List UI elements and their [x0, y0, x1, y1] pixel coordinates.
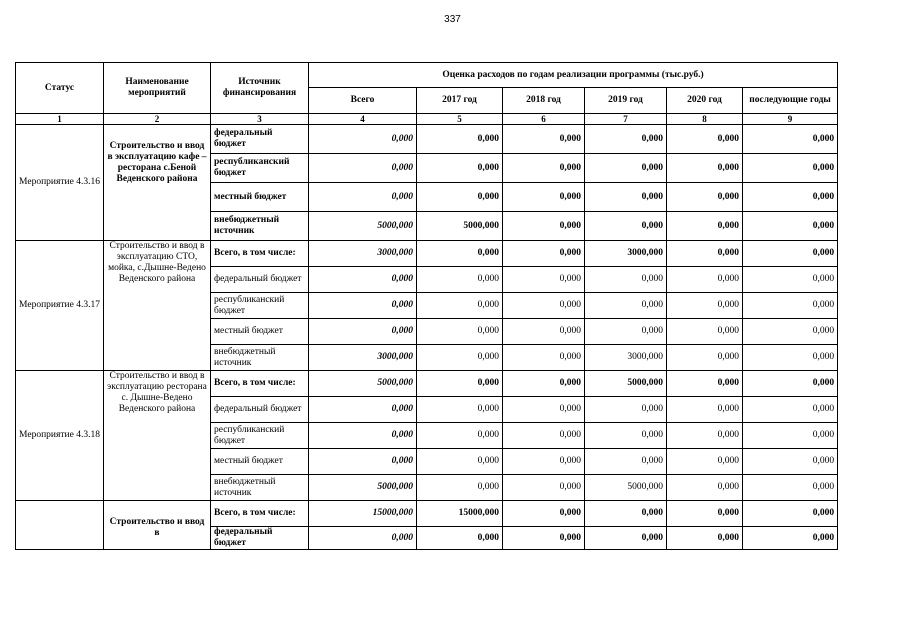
value-cell: 0,000 — [503, 125, 585, 154]
funding-source-cell: местный бюджет — [211, 183, 309, 212]
value-cell: 0,000 — [585, 212, 667, 241]
value-cell: 0,000 — [585, 397, 667, 423]
value-cell: 0,000 — [585, 125, 667, 154]
value-cell: 0,000 — [417, 293, 503, 319]
header-col-2019: 2019 год — [585, 88, 667, 114]
funding-source-cell: республиканский бюджет — [211, 293, 309, 319]
value-cell: 5000,000 — [417, 212, 503, 241]
value-cell: 0,000 — [743, 154, 838, 183]
page-number: 337 — [444, 14, 461, 25]
value-cell: 0,000 — [743, 423, 838, 449]
value-cell: 0,000 — [585, 527, 667, 550]
value-cell: 0,000 — [417, 423, 503, 449]
value-cell: 0,000 — [503, 475, 585, 501]
funding-source-cell: федеральный бюджет — [211, 397, 309, 423]
value-cell: 3000,000 — [585, 345, 667, 371]
column-index: 4 — [309, 114, 417, 125]
value-cell: 0,000 — [503, 241, 585, 267]
budget-table — [15, 62, 838, 550]
funding-source-cell: федеральный бюджет — [211, 527, 309, 550]
value-cell: 0,000 — [743, 212, 838, 241]
value-cell: 0,000 — [667, 371, 743, 397]
value-cell: 0,000 — [585, 501, 667, 527]
value-cell: 0,000 — [417, 449, 503, 475]
value-cell: 0,000 — [667, 475, 743, 501]
value-cell-total: 15000,000 — [309, 501, 417, 527]
header-source: Источник финансирования — [211, 63, 309, 114]
funding-source-cell: Всего, в том числе: — [211, 371, 309, 397]
value-cell-total: 0,000 — [309, 183, 417, 212]
value-cell: 0,000 — [667, 212, 743, 241]
value-cell: 0,000 — [417, 345, 503, 371]
value-cell: 0,000 — [743, 475, 838, 501]
column-index: 5 — [417, 114, 503, 125]
value-cell: 0,000 — [503, 319, 585, 345]
value-cell: 0,000 — [417, 475, 503, 501]
column-index: 2 — [104, 114, 211, 125]
value-cell: 0,000 — [743, 241, 838, 267]
table-row — [16, 241, 838, 267]
status-cell: Мероприятие 4.3.18 — [16, 371, 104, 501]
column-index: 8 — [667, 114, 743, 125]
value-cell: 5000,000 — [585, 475, 667, 501]
header-col-2017: 2017 год — [417, 88, 503, 114]
funding-source-cell: Всего, в том числе: — [211, 241, 309, 267]
value-cell: 0,000 — [667, 293, 743, 319]
table-row — [16, 371, 838, 397]
header-col-total: Всего — [309, 88, 417, 114]
value-cell: 0,000 — [503, 267, 585, 293]
value-cell-total: 0,000 — [309, 397, 417, 423]
value-cell-total: 3000,000 — [309, 345, 417, 371]
value-cell: 0,000 — [585, 267, 667, 293]
value-cell-total: 3000,000 — [309, 241, 417, 267]
value-cell: 0,000 — [743, 183, 838, 212]
value-cell: 0,000 — [667, 345, 743, 371]
value-cell: 0,000 — [667, 527, 743, 550]
value-cell: 0,000 — [667, 241, 743, 267]
value-cell-total: 0,000 — [309, 154, 417, 183]
value-cell: 0,000 — [503, 527, 585, 550]
value-cell: 5000,000 — [585, 371, 667, 397]
value-cell: 3000,000 — [585, 241, 667, 267]
value-cell: 0,000 — [585, 183, 667, 212]
value-cell: 0,000 — [417, 397, 503, 423]
value-cell: 0,000 — [743, 449, 838, 475]
value-cell-total: 0,000 — [309, 423, 417, 449]
value-cell: 0,000 — [585, 449, 667, 475]
value-cell: 0,000 — [503, 449, 585, 475]
value-cell: 0,000 — [667, 183, 743, 212]
activity-name-cell: Строительство и ввод в — [104, 501, 211, 550]
value-cell: 0,000 — [503, 345, 585, 371]
value-cell: 0,000 — [503, 293, 585, 319]
value-cell: 0,000 — [503, 154, 585, 183]
activity-name-cell: Строительство и ввод в эксплуатацию СТО, мойка, с.Дышне-Ведено Веденского района — [104, 241, 211, 371]
funding-source-cell: внебюджетный источник — [211, 212, 309, 241]
funding-source-cell: федеральный бюджет — [211, 125, 309, 154]
header-status: Статус — [16, 63, 104, 114]
column-index: 3 — [211, 114, 309, 125]
header-col-2018: 2018 год — [503, 88, 585, 114]
header-col-later: последующие годы — [743, 88, 838, 114]
value-cell: 0,000 — [743, 501, 838, 527]
value-cell: 0,000 — [743, 267, 838, 293]
value-cell: 0,000 — [743, 527, 838, 550]
value-cell-total: 5000,000 — [309, 212, 417, 241]
value-cell: 0,000 — [667, 423, 743, 449]
value-cell-total: 0,000 — [309, 319, 417, 345]
value-cell-total: 0,000 — [309, 449, 417, 475]
funding-source-cell: республиканский бюджет — [211, 154, 309, 183]
header-col-2020: 2020 год — [667, 88, 743, 114]
activity-name-cell: Строительство и ввод в эксплуатацию кафе – ресторана с.Беной Веденского района — [104, 125, 211, 241]
column-index-row — [16, 114, 838, 125]
value-cell: 0,000 — [667, 267, 743, 293]
column-index: 7 — [585, 114, 667, 125]
value-cell-total: 5000,000 — [309, 475, 417, 501]
value-cell: 0,000 — [667, 449, 743, 475]
value-cell-total: 0,000 — [309, 527, 417, 550]
value-cell: 0,000 — [417, 183, 503, 212]
value-cell: 0,000 — [743, 293, 838, 319]
budget-table-body — [16, 125, 838, 550]
header-name: Наименование мероприятий — [104, 63, 211, 114]
value-cell-total: 5000,000 — [309, 371, 417, 397]
value-cell: 0,000 — [503, 501, 585, 527]
value-cell: 0,000 — [585, 423, 667, 449]
value-cell: 0,000 — [417, 527, 503, 550]
value-cell: 0,000 — [743, 371, 838, 397]
column-index: 1 — [16, 114, 104, 125]
activity-name-cell: Строительство и ввод в эксплуатацию ресторана с. Дышне-Ведено Веденского района — [104, 371, 211, 501]
header-row — [16, 63, 838, 88]
value-cell: 0,000 — [503, 371, 585, 397]
funding-source-cell: внебюджетный источник — [211, 475, 309, 501]
value-cell: 0,000 — [503, 423, 585, 449]
value-cell-total: 0,000 — [309, 267, 417, 293]
value-cell: 0,000 — [743, 319, 838, 345]
table-row — [16, 125, 838, 154]
value-cell: 0,000 — [585, 154, 667, 183]
funding-source-cell: Всего, в том числе: — [211, 501, 309, 527]
value-cell: 0,000 — [503, 212, 585, 241]
value-cell: 0,000 — [585, 293, 667, 319]
value-cell: 0,000 — [417, 267, 503, 293]
value-cell: 0,000 — [585, 319, 667, 345]
value-cell: 0,000 — [667, 154, 743, 183]
value-cell: 0,000 — [503, 397, 585, 423]
value-cell: 0,000 — [417, 319, 503, 345]
value-cell: 0,000 — [417, 371, 503, 397]
column-index: 9 — [743, 114, 838, 125]
header-cost-group: Оценка расходов по годам реализации программы (тыс.руб.) — [309, 63, 838, 88]
value-cell: 0,000 — [417, 125, 503, 154]
value-cell: 0,000 — [667, 501, 743, 527]
value-cell: 0,000 — [667, 397, 743, 423]
value-cell: 0,000 — [743, 125, 838, 154]
value-cell: 0,000 — [743, 397, 838, 423]
value-cell-total: 0,000 — [309, 125, 417, 154]
status-cell: Мероприятие 4.3.17 — [16, 241, 104, 371]
funding-source-cell: республиканский бюджет — [211, 423, 309, 449]
value-cell: 0,000 — [743, 345, 838, 371]
column-index: 6 — [503, 114, 585, 125]
value-cell-total: 0,000 — [309, 293, 417, 319]
value-cell: 0,000 — [417, 154, 503, 183]
status-cell — [16, 501, 104, 550]
value-cell: 0,000 — [667, 319, 743, 345]
status-cell: Мероприятие 4.3.16 — [16, 125, 104, 241]
funding-source-cell: внебюджетный источник — [211, 345, 309, 371]
funding-source-cell: местный бюджет — [211, 319, 309, 345]
value-cell: 0,000 — [503, 183, 585, 212]
table-row — [16, 501, 838, 527]
value-cell: 0,000 — [417, 241, 503, 267]
value-cell: 0,000 — [667, 125, 743, 154]
funding-source-cell: федеральный бюджет — [211, 267, 309, 293]
funding-source-cell: местный бюджет — [211, 449, 309, 475]
value-cell: 15000,000 — [417, 501, 503, 527]
